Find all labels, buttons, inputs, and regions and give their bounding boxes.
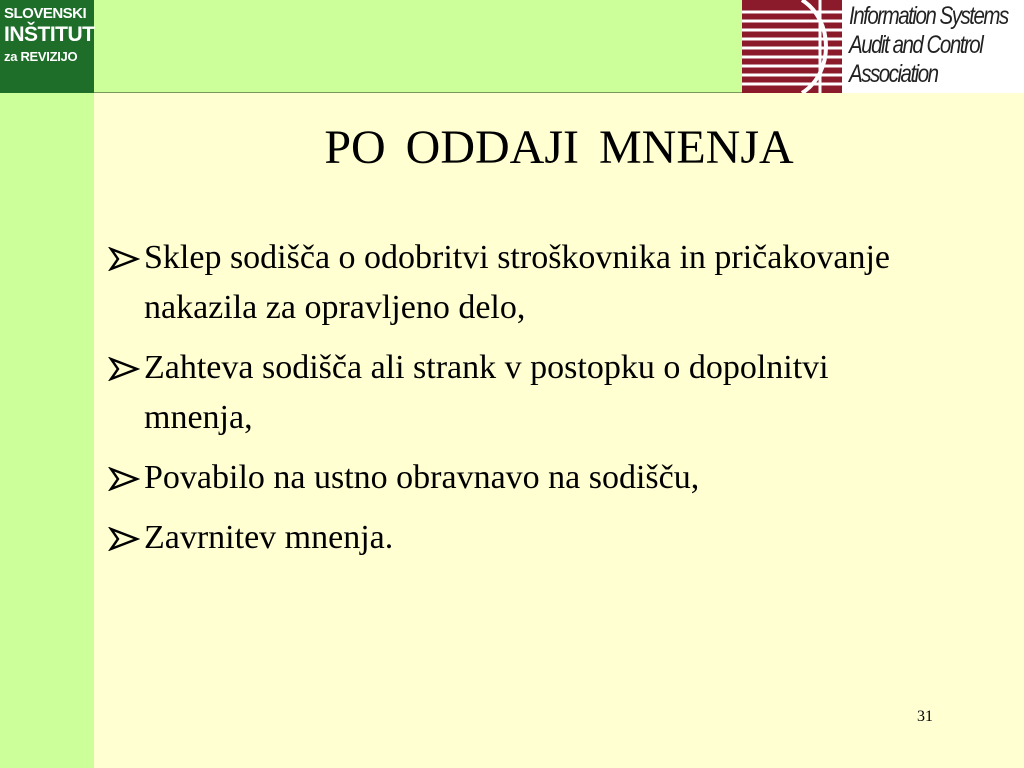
isaca-logo-text	[849, 2, 1008, 89]
bullet-text: Zahteva sodišča ali strank v postopku o dopolnitvi mnenja,	[144, 349, 829, 436]
sir-logo-line-3: za REVIZIJO	[4, 49, 78, 64]
sir-logo-line-2: INŠTITUT	[4, 23, 95, 46]
sir-logo-line-1: SLOVENSKI	[4, 5, 87, 22]
isaca-mark-icon	[742, 0, 842, 93]
bullet-text: Povabilo na ustno obravnavo na sodišču,	[144, 459, 700, 496]
isaca-logo-line-1: Information Systems	[849, 2, 1008, 30]
bullet-item	[106, 453, 926, 503]
isaca-logo	[742, 0, 1024, 93]
arrowhead-bullet-icon	[108, 467, 140, 491]
bullet-text: Zavrnitev mnenja.	[144, 519, 394, 556]
sir-logo	[0, 0, 94, 93]
arrowhead-bullet-icon	[108, 527, 140, 551]
bullet-item	[106, 343, 926, 443]
bullet-item	[106, 233, 926, 333]
arrowhead-bullet-icon	[108, 357, 140, 381]
slide-title: PO ODDAJI MNENJA	[324, 121, 794, 174]
bullet-list	[106, 233, 926, 573]
isaca-logo-line-3: Association	[849, 60, 938, 88]
page-number: 31	[917, 708, 933, 725]
bullet-text: Sklep sodišča o odobritvi stroškovnika in pričakovanje nakazila za opravljeno delo,	[144, 239, 890, 326]
isaca-logo-line-2: Audit and Control	[849, 31, 983, 59]
left-decorative-band	[0, 0, 94, 768]
arrowhead-bullet-icon	[108, 247, 140, 271]
bullet-item	[106, 513, 926, 563]
